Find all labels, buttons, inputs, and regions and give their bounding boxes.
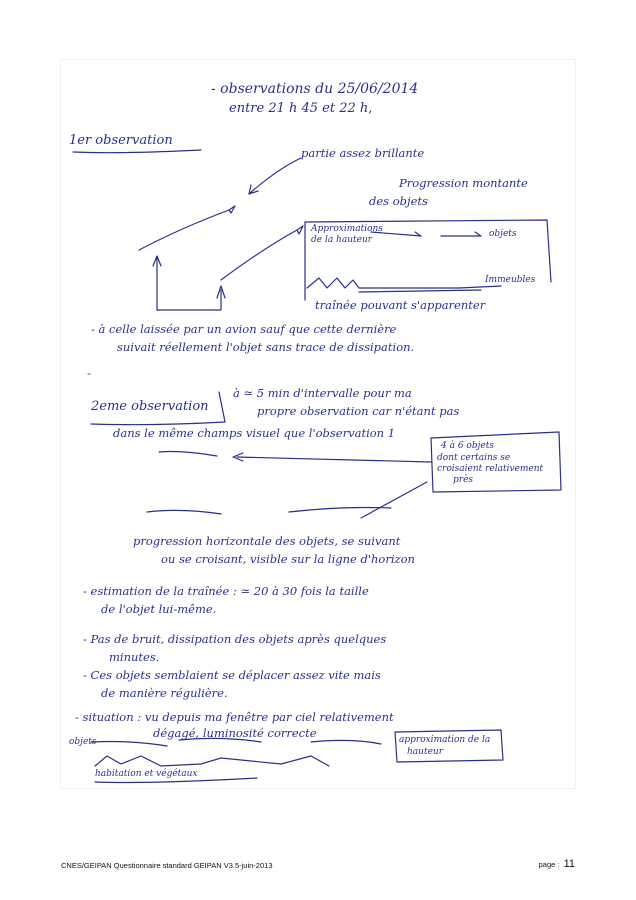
title-line-1: - observations du 25/06/2014 bbox=[211, 81, 419, 97]
objects-bottom-label: objets bbox=[69, 737, 97, 747]
estimate-line-2: de l'objet lui-même. bbox=[101, 602, 217, 616]
right-trail bbox=[221, 230, 297, 280]
second-observation-heading: 2eme observation bbox=[91, 399, 209, 414]
horizontal-object-2 bbox=[147, 510, 221, 514]
footer-page bbox=[539, 858, 575, 870]
buildings-label: Immeubles bbox=[485, 275, 536, 285]
horizontal-object-1 bbox=[159, 452, 217, 457]
left-object bbox=[229, 206, 235, 213]
rising-label-2: des objets bbox=[369, 194, 428, 208]
interval-line-3: dans le même champs visuel que l'observation 1 bbox=[113, 426, 396, 440]
bracket-left bbox=[157, 286, 225, 310]
height-approx-label-2: de la hauteur bbox=[311, 235, 373, 245]
second-observation-box bbox=[219, 392, 225, 422]
first-observation-underline bbox=[73, 150, 201, 153]
trail-line-1: traînée pouvant s'apparenter bbox=[315, 298, 486, 312]
page-label: page : bbox=[538, 860, 560, 869]
movement-line-1: - Ces objets semblaient se déplacer assez vite mais bbox=[83, 668, 381, 682]
title-line-2: entre 21 h 45 et 22 h, bbox=[229, 101, 373, 116]
four-to-six-line-2: dont certains se bbox=[437, 453, 511, 463]
objects-arrow bbox=[441, 232, 481, 236]
interval-line-2: propre observation car n'étant pas bbox=[257, 404, 460, 418]
height-bottom-label-2: hauteur bbox=[407, 747, 443, 757]
noise-line-2: minutes. bbox=[109, 650, 160, 664]
left-trail bbox=[139, 210, 229, 250]
horizontal-line-2: ou se croisant, visible sur la ligne d'horizon bbox=[161, 552, 415, 566]
objects-label: objets bbox=[489, 229, 517, 239]
situation-line-2: dégagé, luminosité correcte bbox=[153, 726, 317, 740]
separator-dash: - bbox=[87, 366, 91, 380]
page-number: 11 bbox=[563, 858, 575, 870]
buildings bbox=[307, 278, 501, 288]
four-to-six-arrow bbox=[361, 482, 427, 518]
scanned-page bbox=[61, 60, 575, 788]
four-to-six-line-1: 4 à 6 objets bbox=[441, 441, 494, 451]
height-approx-label-1: Approximations bbox=[311, 224, 383, 234]
rising-label-1: Progression montante bbox=[399, 176, 528, 190]
horizontal-arrow bbox=[233, 453, 431, 462]
four-to-six-line-3: croisaient relativement bbox=[437, 464, 544, 474]
left-rising-arrow bbox=[153, 256, 161, 310]
habitation-label: habitation et végétaux bbox=[95, 769, 198, 779]
second-observation-underline bbox=[91, 422, 225, 425]
bright-part-label: partie assez brillante bbox=[301, 146, 425, 160]
movement-line-2: de manière régulière. bbox=[101, 686, 228, 700]
right-object bbox=[297, 226, 303, 234]
trail-line-3: suivait réellement l'objet sans trace de dissipation. bbox=[117, 340, 415, 354]
four-to-six-line-4: près bbox=[453, 475, 474, 485]
situation-line-1: - situation : vu depuis ma fenêtre par ciel relativement bbox=[75, 710, 394, 724]
interval-line-1: à ≃ 5 min d'intervalle pour ma bbox=[233, 386, 412, 400]
buildings-arrow bbox=[359, 290, 481, 292]
noise-line-1: - Pas de bruit, dissipation des objets après quelques bbox=[83, 632, 387, 646]
height-bottom-label-1: approximation de la bbox=[399, 735, 491, 745]
bright-part-pointer-arrow bbox=[249, 158, 301, 194]
habitation-line bbox=[95, 756, 329, 766]
trail-line-2: - à celle laissée par un avion sauf que cette dernière bbox=[91, 322, 397, 336]
bottom-trail-2 bbox=[311, 740, 381, 744]
first-observation-heading: 1er observation bbox=[69, 133, 173, 148]
horizontal-line-1: progression horizontale des objets, se suivant bbox=[133, 534, 401, 548]
bottom-objects-arrow bbox=[91, 742, 167, 747]
footer-form-name: CNES/GEIPAN Questionnaire standard GEIPAN V3.5-juin-2013 bbox=[61, 861, 273, 870]
estimate-line-1: - estimation de la traînée : ≃ 20 à 30 fois la taille bbox=[83, 584, 369, 598]
